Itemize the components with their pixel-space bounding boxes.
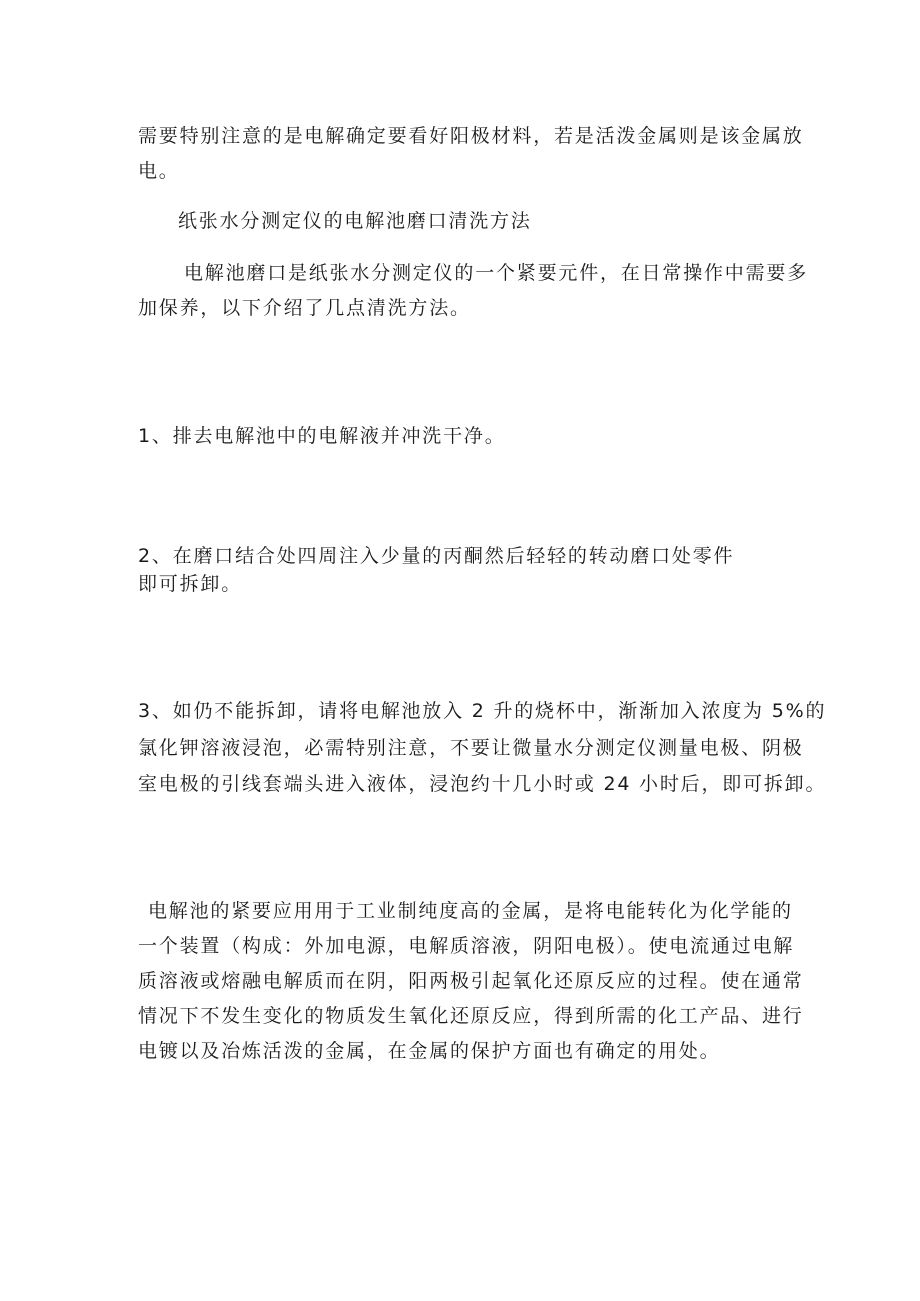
step-3-line-2: 氯化钾溶液浸泡，必需特别注意，不要让微量水分测定仪测量电极、阴极 — [138, 737, 804, 759]
step-3-line-1: 3、如仍不能拆卸，请将电解池放入 2 升的烧杯中，渐渐加入浓度为 5%的 — [138, 700, 827, 722]
section-heading: 纸张水分测定仪的电解池磨口清洗方法 — [178, 210, 532, 232]
step-2-line-1: 2、在磨口结合处四周注入少量的丙酮然后轻轻的转动磨口处零件 — [138, 545, 735, 567]
closing-line-1: 电解池的紧要应用用于工业制纯度高的金属，是将电能转化为化学能的 — [148, 900, 793, 922]
closing-line-5: 电镀以及冶炼活泼的金属，在金属的保护方面也有确定的用处。 — [138, 1040, 721, 1062]
lead-line-1: 电解池磨口是纸张水分测定仪的一个紧要元件，在日常操作中需要多 — [184, 262, 809, 284]
step-1-line-1: 1、排去电解池中的电解液并冲洗干净。 — [138, 425, 506, 447]
intro-line-2: 电。 — [138, 160, 180, 182]
closing-line-2: 一个装置（构成：外加电源，电解质溶液，阴阳电极）。使电流通过电解 — [138, 935, 795, 957]
closing-line-3: 质溶液或熔融电解质而在阴，阳两极引起氧化还原反应的过程。使在通常 — [138, 970, 804, 992]
closing-line-4: 情况下不发生变化的物质发生氧化还原反应，得到所需的化工产品、进行 — [138, 1005, 804, 1027]
step-2-line-2: 即可拆卸。 — [138, 573, 243, 595]
step-3-line-3: 室电极的引线套端头进入液体，浸泡约十几小时或 24 小时后，即可拆卸。 — [138, 773, 827, 795]
lead-line-2: 加保养，以下介绍了几点清洗方法。 — [138, 297, 471, 319]
intro-line-1: 需要特别注意的是电解确定要看好阳极材料，若是活泼金属则是该金属放 — [138, 125, 804, 147]
